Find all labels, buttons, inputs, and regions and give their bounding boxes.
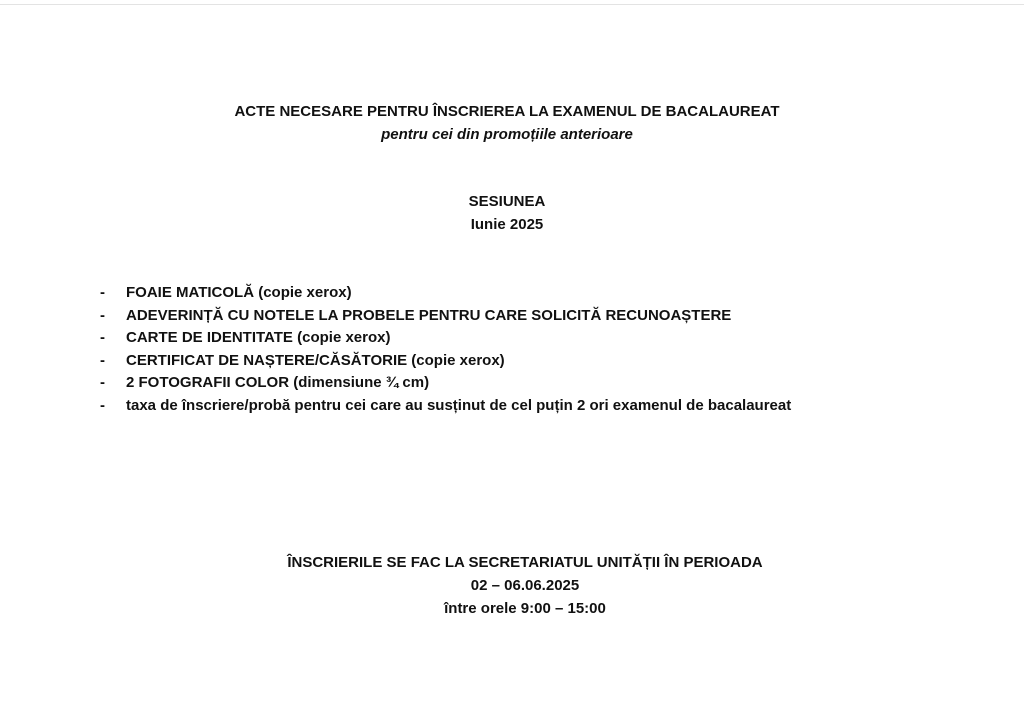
list-item-text: taxa de înscriere/probă pentru cei care au susținut de cel puțin 2 ori examenul de bacalaureat <box>126 396 792 414</box>
list-bullet: - <box>100 329 105 347</box>
required-documents-list <box>100 282 791 418</box>
registration-dates: 02 – 06.06.2025 <box>470 577 580 594</box>
registration-notice: ÎNSCRIERILE SE FAC LA SECRETARIATUL UNITĂȚII ÎN PERIOADA <box>287 554 763 571</box>
list-bullet: - <box>100 374 105 392</box>
list-bullet: - <box>100 396 105 414</box>
session-period: Iunie 2025 <box>470 216 544 233</box>
list-bullet: - <box>100 284 105 301</box>
list-item <box>100 282 791 305</box>
list-item <box>100 305 791 328</box>
list-bullet: - <box>100 306 105 324</box>
list-item-text: FOAIE MATICOLĂ (copie xerox) <box>126 284 352 301</box>
session-label: SESIUNEA <box>468 193 546 210</box>
list-item-text: CARTE DE IDENTITATE (copie xerox) <box>126 329 391 347</box>
document-title: ACTE NECESARE PENTRU ÎNSCRIEREA LA EXAMENUL DE BACALAUREAT <box>234 103 780 120</box>
registration-hours: între orele 9:00 – 15:00 <box>444 600 606 617</box>
document-subtitle: pentru cei din promoțiile anterioare <box>381 126 633 143</box>
list-item-text: CERTIFICAT DE NAȘTERE/CĂSĂTORIE (copie xerox) <box>126 351 505 369</box>
list-item-text: 2 FOTOGRAFII COLOR (dimensiune ¾ cm) <box>126 374 430 392</box>
list-item <box>100 327 791 350</box>
list-item <box>100 372 791 395</box>
list-bullet: - <box>100 351 105 369</box>
list-item <box>100 350 791 373</box>
list-item <box>100 395 791 418</box>
list-item-text: ADEVERINȚĂ CU NOTELE LA PROBELE PENTRU CARE SOLICITĂ RECUNOAȘTERE <box>126 306 732 324</box>
